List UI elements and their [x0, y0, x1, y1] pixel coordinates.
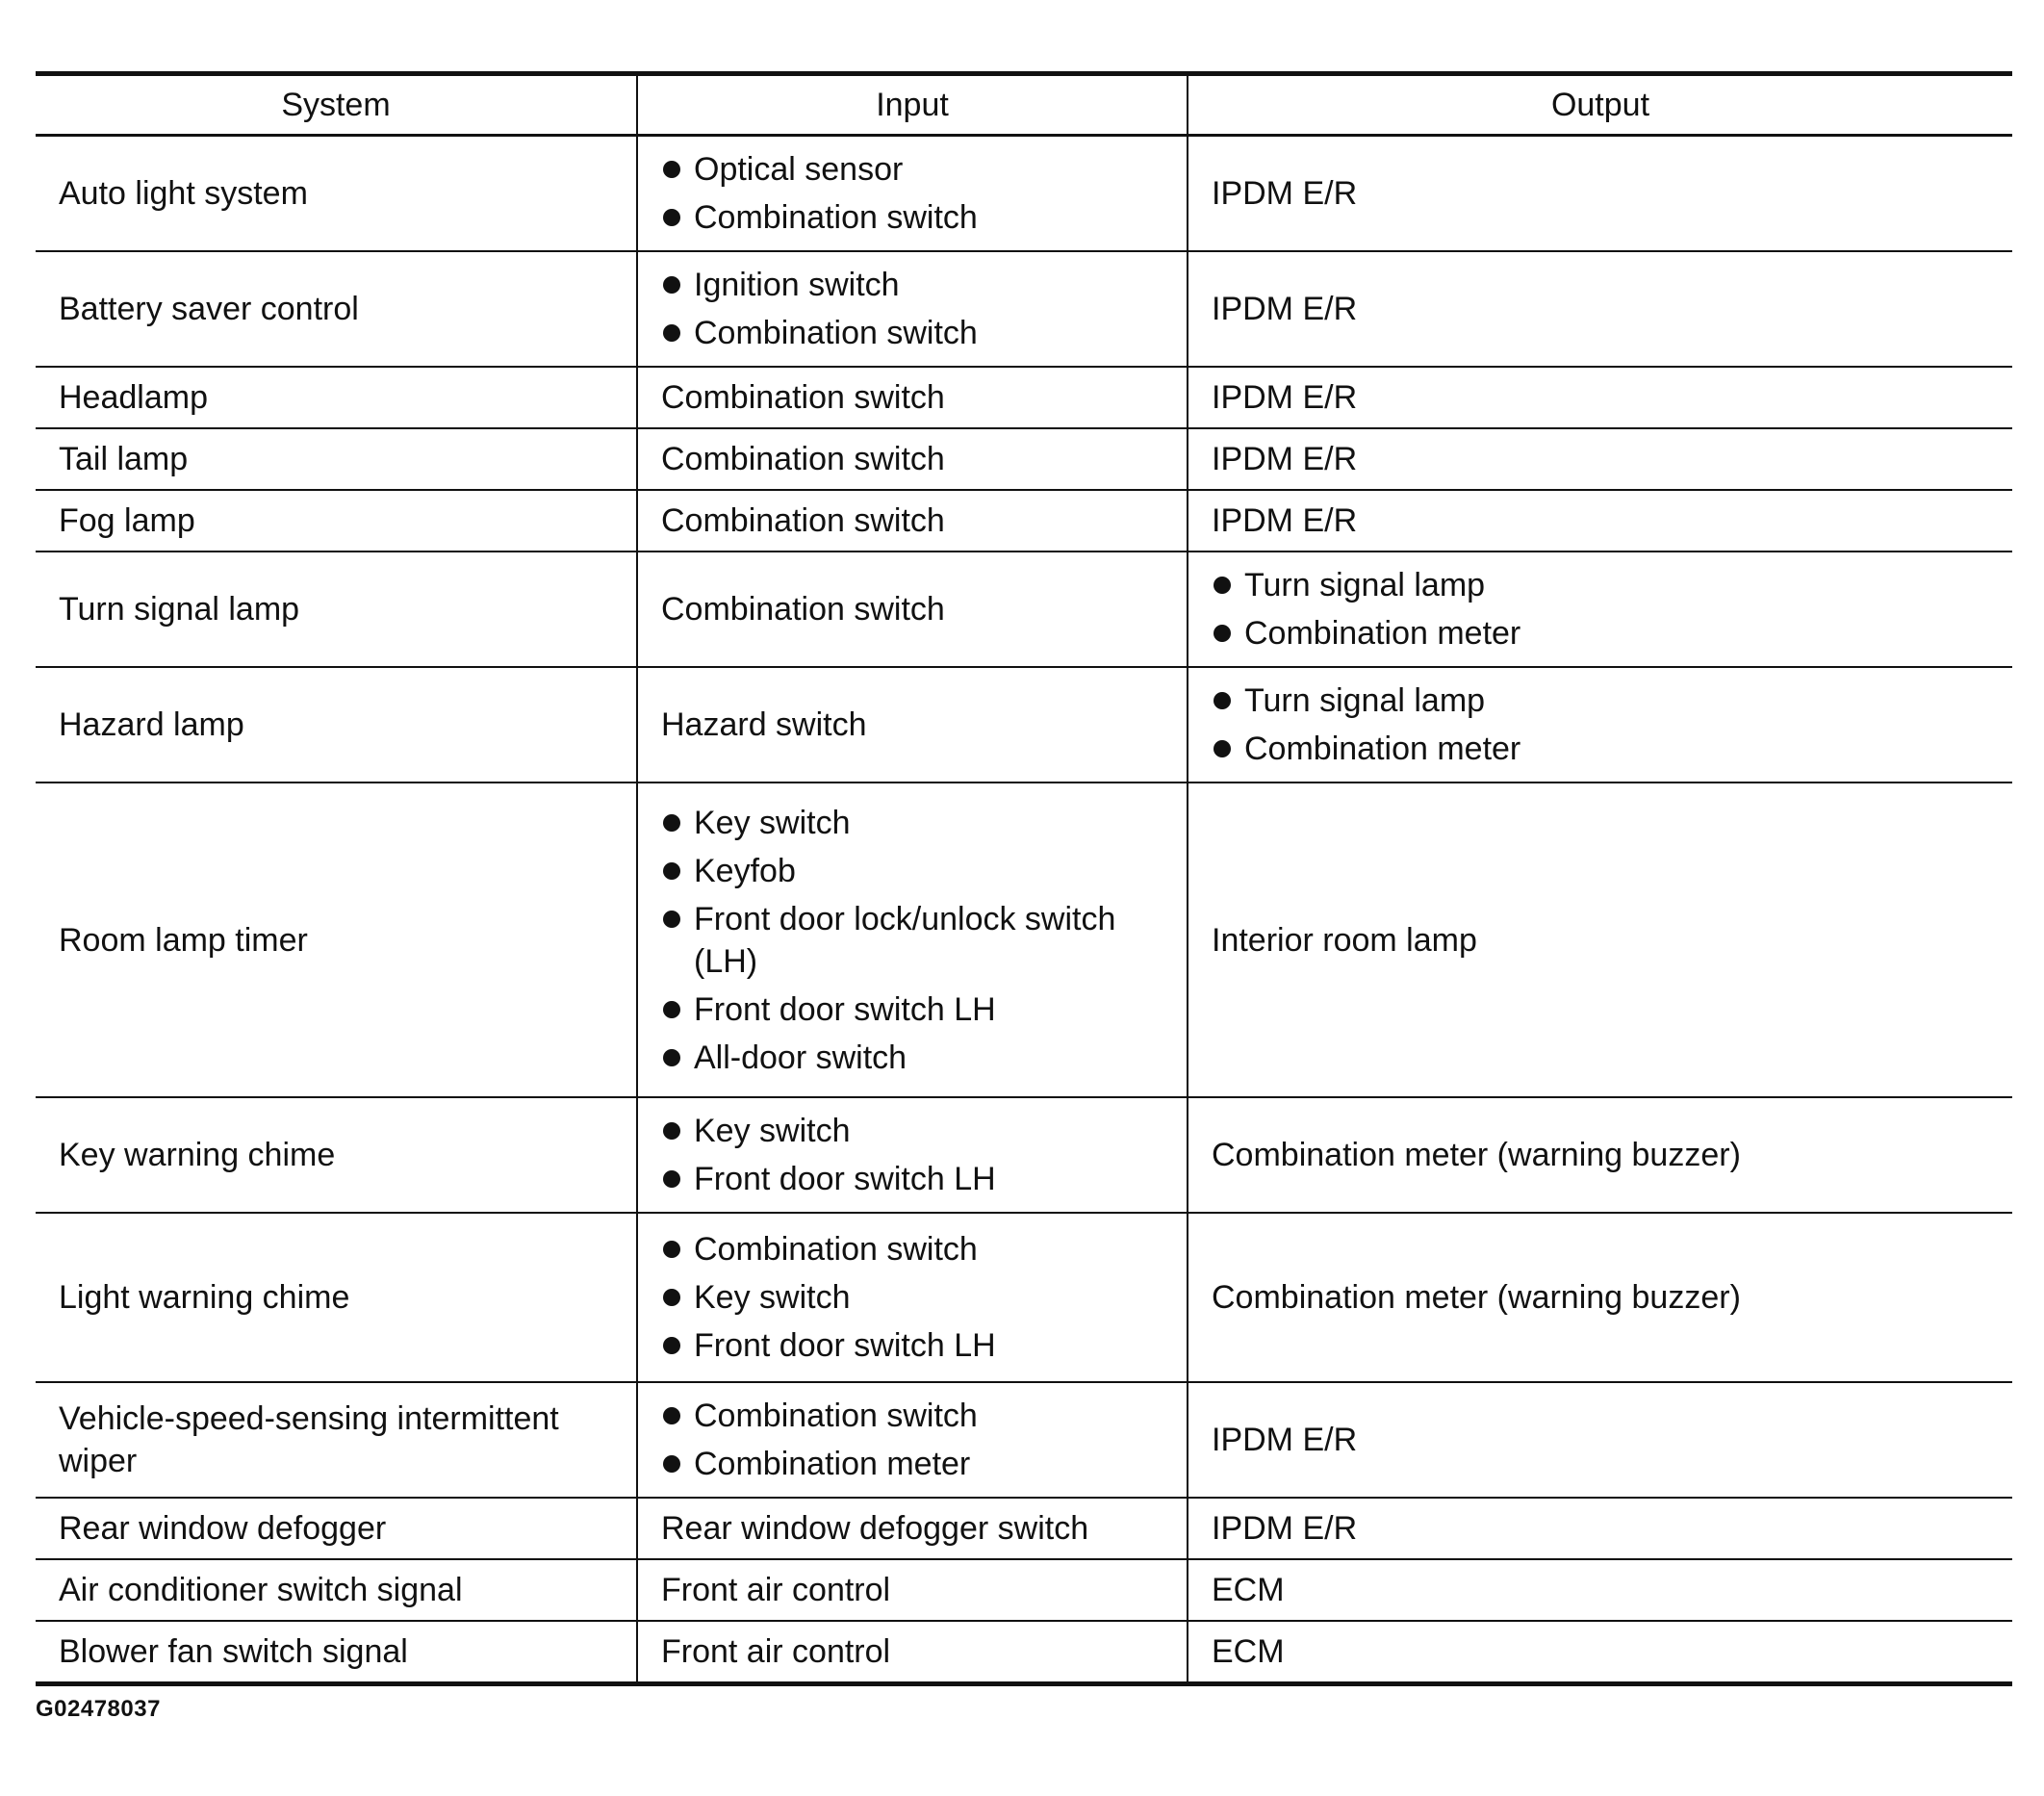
header-output: Output	[1188, 74, 2012, 136]
system-cell: Rear window defogger	[36, 1498, 637, 1559]
output-cell: ECM	[1188, 1621, 2012, 1684]
output-cell: IPDM E/R	[1188, 1498, 2012, 1559]
system-cell: Key warning chime	[36, 1097, 637, 1213]
header-row	[36, 74, 2012, 136]
list-item: Combination switch	[661, 312, 1177, 354]
table-row	[36, 251, 2012, 367]
output-cell	[1188, 667, 2012, 783]
system-cell: Tail lamp	[36, 428, 637, 490]
input-cell	[637, 1097, 1188, 1213]
system-cell: Headlamp	[36, 367, 637, 428]
list-item: Combination switch	[661, 196, 1177, 239]
output-cell: IPDM E/R	[1188, 251, 2012, 367]
table-row	[36, 367, 2012, 428]
system-cell: Air conditioner switch signal	[36, 1559, 637, 1621]
list-item: Turn signal lamp	[1212, 680, 2003, 722]
input-list	[661, 148, 1177, 239]
output-list	[1212, 564, 2003, 654]
output-list	[1212, 680, 2003, 770]
figure-id: G02478037	[36, 1696, 161, 1722]
table-row	[36, 136, 2012, 252]
table-row	[36, 783, 2012, 1097]
table-row	[36, 1498, 2012, 1559]
table-row	[36, 552, 2012, 667]
list-item: Front door switch LH	[661, 1158, 1177, 1200]
input-cell: Combination switch	[637, 552, 1188, 667]
input-list	[661, 1395, 1177, 1485]
input-list	[661, 802, 1177, 1079]
list-item: Key switch	[661, 1276, 1177, 1319]
output-cell: Interior room lamp	[1188, 783, 2012, 1097]
input-cell	[637, 783, 1188, 1097]
list-item: Combination meter	[661, 1443, 1177, 1485]
input-cell	[637, 1213, 1188, 1382]
table-row	[36, 1097, 2012, 1213]
system-cell: Blower fan switch signal	[36, 1621, 637, 1684]
table-row	[36, 667, 2012, 783]
header-input: Input	[637, 74, 1188, 136]
system-cell: Light warning chime	[36, 1213, 637, 1382]
input-list	[661, 1228, 1177, 1367]
table-row	[36, 1559, 2012, 1621]
table-row	[36, 428, 2012, 490]
input-cell: Combination switch	[637, 367, 1188, 428]
input-cell	[637, 136, 1188, 252]
list-item: All-door switch	[661, 1037, 1177, 1079]
system-cell: Turn signal lamp	[36, 552, 637, 667]
input-cell: Combination switch	[637, 490, 1188, 552]
list-item: Combination meter	[1212, 612, 2003, 654]
output-cell: IPDM E/R	[1188, 1382, 2012, 1498]
list-item: Key switch	[661, 802, 1177, 844]
list-item: Combination switch	[661, 1395, 1177, 1437]
input-list	[661, 1110, 1177, 1200]
list-item: Front door lock/unlock switch (LH)	[661, 898, 1177, 983]
input-cell	[637, 1382, 1188, 1498]
list-item: Key switch	[661, 1110, 1177, 1152]
system-cell: Auto light system	[59, 175, 308, 212]
output-cell: IPDM E/R	[1188, 428, 2012, 490]
input-cell: Rear window defogger switch	[637, 1498, 1188, 1559]
input-cell: Hazard switch	[637, 667, 1188, 783]
list-item: Front door switch LH	[661, 1324, 1177, 1367]
header-system: System	[36, 74, 637, 136]
output-cell: IPDM E/R	[1188, 367, 2012, 428]
table-row	[36, 1382, 2012, 1498]
system-cell: Hazard lamp	[36, 667, 637, 783]
table-row	[36, 1621, 2012, 1684]
output-cell: ECM	[1188, 1559, 2012, 1621]
output-cell: IPDM E/R	[1188, 136, 2012, 252]
list-item: Combination meter	[1212, 728, 2003, 770]
input-cell: Front air control	[637, 1559, 1188, 1621]
output-cell: Combination meter (warning buzzer)	[1188, 1213, 2012, 1382]
input-cell	[637, 251, 1188, 367]
system-io-table	[36, 71, 2012, 1686]
output-cell: Combination meter (warning buzzer)	[1188, 1097, 2012, 1213]
list-item: Optical sensor	[661, 148, 1177, 191]
list-item: Ignition switch	[661, 264, 1177, 306]
input-list	[661, 264, 1177, 354]
input-cell: Front air control	[637, 1621, 1188, 1684]
table-row	[36, 490, 2012, 552]
system-cell: Room lamp timer	[36, 783, 637, 1097]
list-item: Keyfob	[661, 850, 1177, 892]
list-item: Turn signal lamp	[1212, 564, 2003, 606]
list-item: Combination switch	[661, 1228, 1177, 1270]
input-cell: Combination switch	[637, 428, 1188, 490]
system-cell: Fog lamp	[36, 490, 637, 552]
system-cell: Vehicle-speed-sensing intermittent wiper	[36, 1382, 637, 1498]
table-row	[36, 1213, 2012, 1382]
list-item: Front door switch LH	[661, 988, 1177, 1031]
output-cell: IPDM E/R	[1188, 490, 2012, 552]
system-cell: Battery saver control	[36, 251, 637, 367]
output-cell	[1188, 552, 2012, 667]
